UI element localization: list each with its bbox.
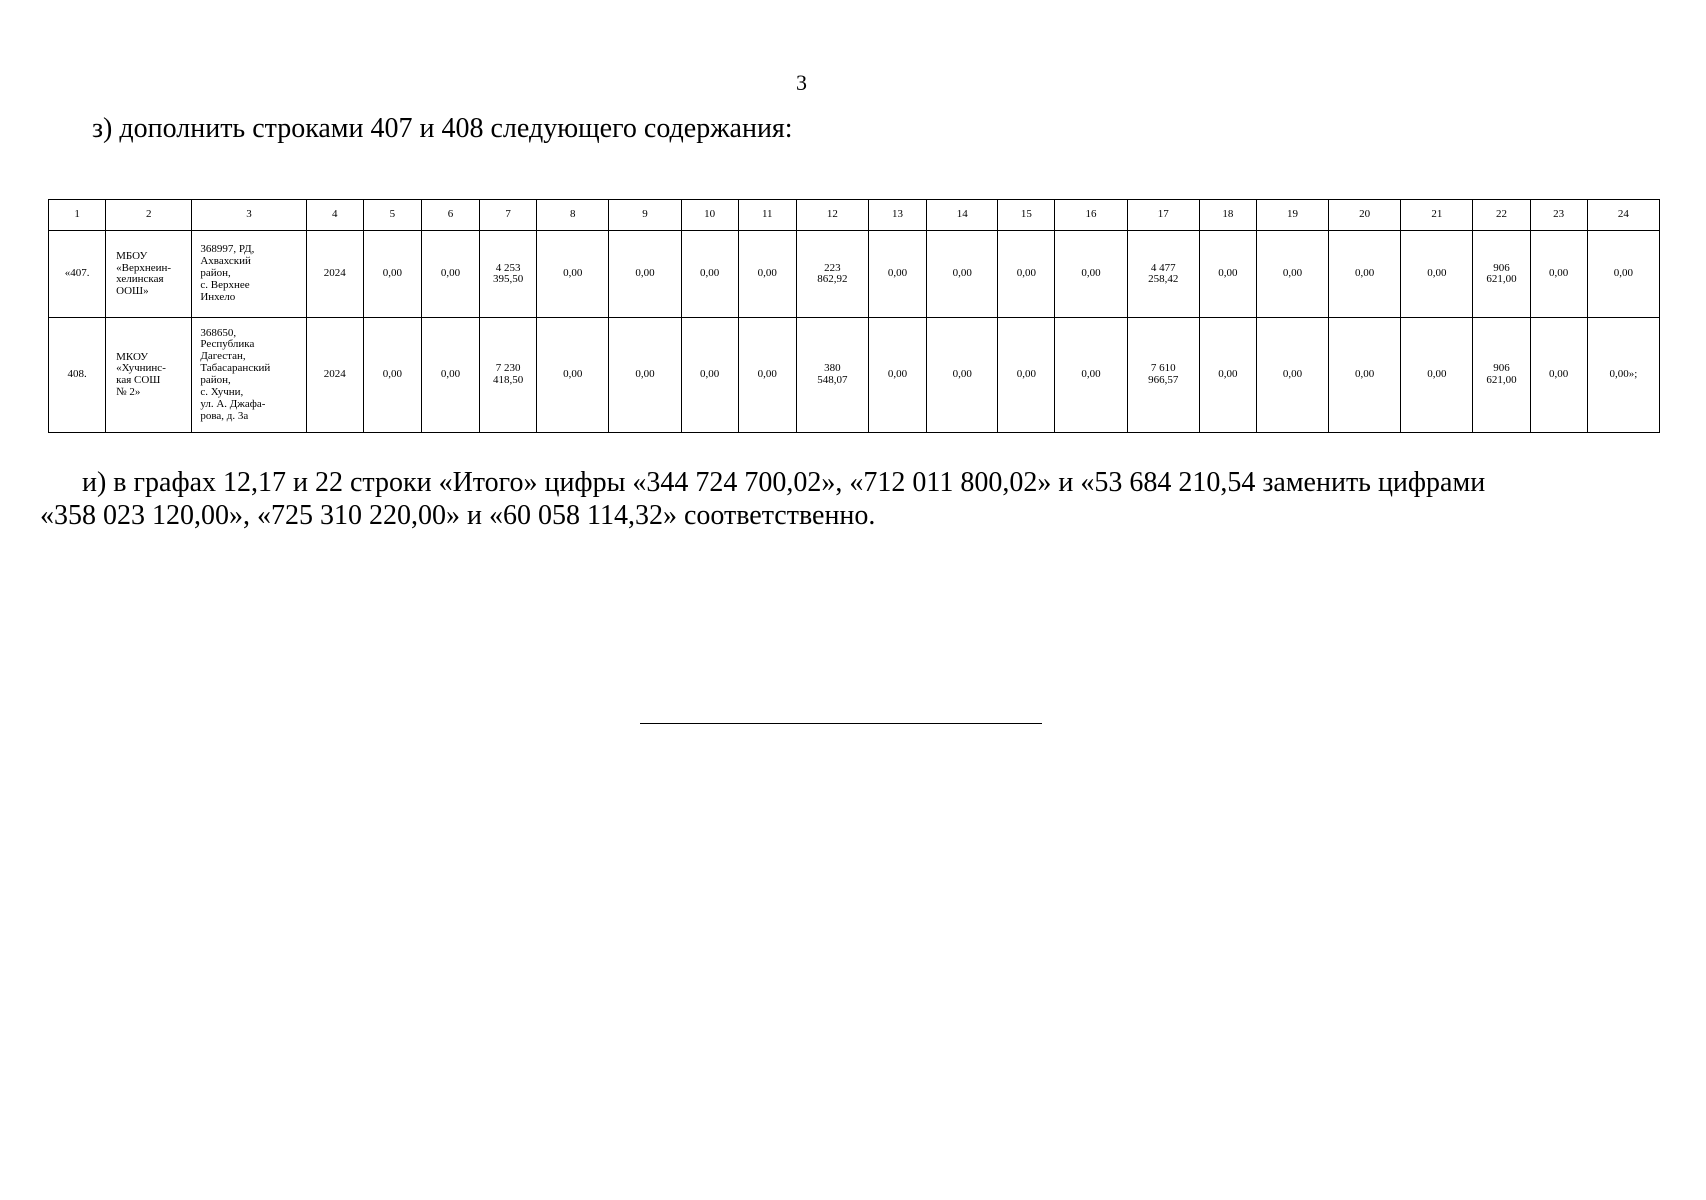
cell-text: 0,00 [635, 368, 655, 381]
table-cell [1587, 318, 1659, 433]
table-header-cell [421, 200, 479, 231]
table-cell [1329, 318, 1401, 433]
cell-text: 19 [1287, 208, 1298, 221]
cell-text: 6 [447, 208, 454, 221]
cell-text: 0,00 [699, 267, 720, 280]
table-cell [363, 231, 421, 318]
table-cell [192, 231, 306, 318]
table-cell [1055, 318, 1127, 433]
cell-text: 0,00 [382, 267, 402, 280]
table-header-cell [796, 200, 868, 231]
table-cell [1473, 231, 1530, 318]
table-header-cell [306, 200, 363, 231]
table-cell [537, 318, 609, 433]
cell-text: 4 [331, 208, 338, 221]
table-cell [1055, 231, 1127, 318]
cell-text: 7 [505, 208, 511, 221]
table-cell [480, 318, 537, 433]
cell-text: 0,00 [1282, 368, 1303, 381]
table-header-cell [1401, 200, 1473, 231]
cell-text: 0,00 [887, 368, 908, 381]
cell-text: 22 [1496, 208, 1507, 221]
table-cell [1587, 231, 1659, 318]
cell-text: 0,00 [1427, 368, 1447, 381]
end-rule [640, 723, 1042, 724]
table-header-row [49, 200, 1660, 231]
cell-text: 0,00 [1549, 267, 1569, 280]
cell-text: 0,00 [952, 368, 972, 381]
table-cell [927, 318, 998, 433]
cell-text: 0,00 [699, 368, 720, 381]
table-cell [927, 231, 998, 318]
table-cell [609, 318, 681, 433]
table-cell [1530, 231, 1587, 318]
table-header-cell [609, 200, 681, 231]
table-row [49, 231, 1660, 318]
table-cell [421, 318, 479, 433]
table-header-cell [537, 200, 609, 231]
table-header-cell [363, 200, 421, 231]
table-cell [1256, 231, 1328, 318]
data-table [48, 199, 1660, 433]
cell-text: 0,00 [382, 368, 402, 381]
cell-text: 0,00 [1016, 368, 1036, 381]
paragraph-i-line1: и) в графах 12,17 и 22 строки «Итого» цифры «344 724 700,02», «712 011 800,02» и «53 684 210,54 заменить цифрами [82, 467, 1486, 498]
table-cell [1329, 231, 1401, 318]
cell-text: МБОУ «Верхнеин- хелинская ООШ» [116, 250, 172, 297]
cell-text: 0,00 [440, 267, 461, 280]
cell-text: 14 [956, 208, 968, 221]
table-cell [868, 318, 926, 433]
cell-text: 0,00 [440, 368, 461, 381]
cell-text: 24 [1617, 208, 1629, 221]
cell-text: 20 [1359, 208, 1371, 221]
cell-text: 0,00 [1081, 368, 1101, 381]
page-number: 3 [796, 70, 807, 95]
table-cell [480, 231, 537, 318]
table-cell [421, 231, 479, 318]
table-cell [1401, 231, 1473, 318]
table-cell [49, 318, 106, 433]
cell-text: 15 [1020, 208, 1032, 221]
table-cell [1199, 318, 1256, 433]
cell-text: 1 [74, 208, 80, 221]
table-cell [1127, 231, 1199, 318]
table-header-cell [49, 200, 106, 231]
table-cell [306, 231, 363, 318]
table-cell [49, 231, 106, 318]
cell-text: 368997, РД, Ахвахский район, с. Верхнее Инхело [200, 243, 255, 303]
cell-text: 10 [704, 208, 716, 221]
cell-text: 3 [246, 208, 252, 221]
table-cell [738, 231, 796, 318]
cell-text: 0,00 [757, 267, 777, 280]
cell-text: 0,00 [1613, 267, 1633, 280]
table-header-cell [1127, 200, 1199, 231]
table-header-cell [738, 200, 796, 231]
cell-text: 0,00 [887, 267, 908, 280]
table-cell [681, 231, 738, 318]
table-header-cell [927, 200, 998, 231]
cell-text: 2024 [323, 267, 346, 280]
cell-text: 17 [1157, 208, 1169, 221]
table-header-cell [868, 200, 926, 231]
cell-text: 906 621,00 [1486, 261, 1517, 286]
table-header-cell [480, 200, 537, 231]
table-cell [1199, 231, 1256, 318]
table-header-cell [1329, 200, 1401, 231]
cell-text: 0,00»; [1609, 368, 1638, 381]
cell-text: «407. [64, 267, 90, 280]
table-header-cell [106, 200, 192, 231]
cell-text: 2 [145, 208, 152, 221]
cell-text: 11 [761, 208, 773, 221]
cell-text: 0,00 [1081, 267, 1101, 280]
cell-text: 0,00 [1218, 368, 1238, 381]
table-cell [738, 318, 796, 433]
table-cell [192, 318, 306, 433]
table-header-cell [998, 200, 1055, 231]
paragraph-i [40, 466, 1660, 532]
cell-text: 0,00 [563, 267, 583, 280]
paragraph-z: з) дополнить строками 407 и 408 следующего содержания: [92, 113, 793, 144]
cell-text: 5 [389, 208, 396, 221]
table-cell [1401, 318, 1473, 433]
cell-text: 0,00 [1016, 267, 1036, 280]
cell-text: 16 [1085, 208, 1097, 221]
table-header-cell [1587, 200, 1659, 231]
cell-text: 7 230 418,50 [492, 362, 524, 386]
cell-text: 13 [892, 208, 904, 221]
table-cell [106, 231, 192, 318]
cell-text: 12 [826, 208, 838, 221]
table-cell [106, 318, 192, 433]
cell-text: 0,00 [1427, 267, 1447, 280]
table-header-cell [1199, 200, 1256, 231]
cell-text: 8 [570, 208, 576, 221]
table-header-cell [1055, 200, 1127, 231]
cell-text: 4 253 395,50 [492, 261, 524, 286]
table-header-cell [192, 200, 306, 231]
cell-text: 0,00 [1549, 368, 1569, 381]
cell-text: 18 [1222, 208, 1234, 221]
table-cell [363, 318, 421, 433]
table-row [49, 318, 1660, 433]
cell-text: 0,00 [952, 267, 972, 280]
cell-text: 0,00 [563, 368, 583, 381]
cell-text: 368650, Республика Дагестан, Табасаранский район, с. Хучни, ул. А. Джафа- рова, д. 3а [200, 326, 271, 422]
table-cell [1256, 318, 1328, 433]
table-cell [1473, 318, 1530, 433]
table-cell [796, 318, 868, 433]
cell-text: 408. [67, 368, 87, 381]
table-cell [998, 231, 1055, 318]
cell-text: 0,00 [1355, 368, 1375, 381]
table-cell [537, 231, 609, 318]
cell-text: 380 548,07 [817, 362, 848, 386]
table-cell [1127, 318, 1199, 433]
cell-text: 223 862,92 [817, 261, 848, 286]
table-header-cell [1473, 200, 1530, 231]
table-header-cell [1530, 200, 1587, 231]
table-cell [609, 231, 681, 318]
table-cell [1530, 318, 1587, 433]
cell-text: 0,00 [1218, 267, 1238, 280]
cell-text: 23 [1553, 208, 1565, 221]
cell-text: МКОУ «Хучнинс- кая СОШ № 2» [116, 350, 166, 398]
cell-text: 4 477 258,42 [1148, 261, 1179, 286]
cell-text: 7 610 966,57 [1148, 362, 1179, 386]
table-cell [796, 231, 868, 318]
table-header-cell [681, 200, 738, 231]
table-cell [868, 231, 926, 318]
cell-text: 0,00 [1355, 267, 1375, 280]
table-cell [998, 318, 1055, 433]
cell-text: 906 621,00 [1486, 362, 1517, 386]
cell-text: 21 [1431, 208, 1443, 221]
cell-text: 0,00 [635, 267, 655, 280]
table-cell [681, 318, 738, 433]
cell-text: 2024 [323, 368, 346, 381]
cell-text: 0,00 [1282, 267, 1303, 280]
cell-text: 0,00 [757, 368, 777, 381]
cell-text: 9 [642, 208, 648, 221]
table-header-cell [1256, 200, 1328, 231]
table-cell [306, 318, 363, 433]
paragraph-i-line2: «358 023 120,00», «725 310 220,00» и «60 058 114,32» соответственно. [40, 500, 876, 531]
